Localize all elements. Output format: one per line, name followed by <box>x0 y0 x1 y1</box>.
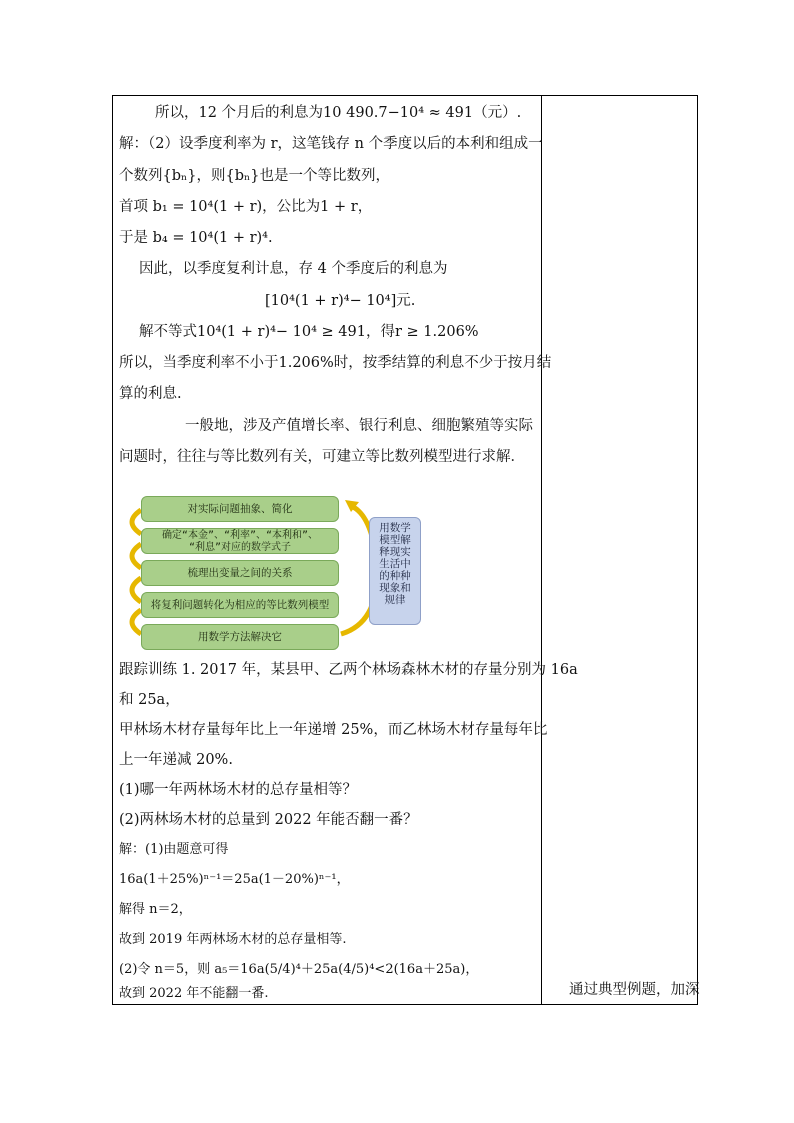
flow-step-2-line-1: 确定“本金”、“利率”、“本利和”、 <box>161 530 319 541</box>
text-line-6: 因此，以季度复利计息，存 4 个季度后的利息为 <box>139 261 448 277</box>
text-line-17: (1)哪一年两林场木材的总存量相等？ <box>119 782 358 798</box>
text-line-4: 首项 b₁ = 10⁴(1 + r)，公比为1 + r， <box>119 199 373 215</box>
text-line-8: 解不等式10⁴(1 + r)⁴− 10⁴ ≥ 491，得r ≥ 1.206% <box>139 324 479 340</box>
flow-step-3: 梳理出变量之间的关系 <box>141 560 339 586</box>
text-line-24: 故到 2022 年不能翻一番. <box>119 986 269 1001</box>
text-line-12: 问题时，往往与等比数列有关，可建立等比数列模型进行求解． <box>119 449 525 465</box>
text-line-13: 跟踪训练 1. 2017 年，某县甲、乙两个林场森林木材的存量分别为 16a <box>119 662 578 678</box>
flow-step-2 <box>141 528 339 554</box>
text-line-9: 所以，当季度利率不小于1.206%时，按季结算的利息不少于按月结 <box>119 355 552 371</box>
flow-side-note: 用数学模型解释现实生活中的种种现象和规律 <box>369 517 421 625</box>
flow-step-5: 用数学方法解决它 <box>141 624 339 650</box>
flow-step-1: 对实际问题抽象、简化 <box>141 496 339 522</box>
column-divider <box>541 96 542 1004</box>
text-line-19: 解：(1)由题意可得 <box>119 842 229 857</box>
flow-step-2-line-2: “利息”对应的数学式子 <box>188 542 292 553</box>
text-line-21: 解得 n＝2， <box>119 902 192 917</box>
text-line-14: 和 25a， <box>119 692 180 708</box>
lesson-table <box>112 95 698 1005</box>
text-line-5: 于是 b₄ = 10⁴(1 + r)⁴. <box>119 230 273 246</box>
flow-step-4: 将复利问题转化为相应的等比数列模型 <box>141 592 339 618</box>
notes-column <box>549 96 700 1004</box>
text-line-23: (2)令 n＝5，则 a₅＝16a(5/4)⁴＋25a(4/5)⁴<2(16a＋25a)， <box>119 962 479 977</box>
teaching-note: 通过典型例题，加深 <box>569 982 700 998</box>
text-line-7: [10⁴(1 + r)⁴− 10⁴]元. <box>265 293 416 309</box>
text-line-11: 一般地，涉及产值增长率、银行利息、细胞繁殖等实际 <box>185 418 533 434</box>
text-line-1: 所以，12 个月后的利息为10 490.7−10⁴ ≈ 491（元）. <box>155 105 522 121</box>
text-line-2: 解：（2）设季度利率为 r，这笔钱存 n 个季度以后的本利和组成一 <box>119 136 543 152</box>
text-line-22: 故到 2019 年两林场木材的总存量相等. <box>119 932 347 947</box>
text-line-18: (2)两林场木材的总量到 2022 年能否翻一番？ <box>119 812 418 828</box>
text-line-3: 个数列{bₙ}，则{bₙ}也是一个等比数列， <box>119 168 391 184</box>
text-line-20: 16a(1＋25%)ⁿ⁻¹＝25a(1－20%)ⁿ⁻¹， <box>119 872 350 887</box>
model-flowchart <box>119 492 429 654</box>
text-line-16: 上一年递减 20%. <box>119 752 233 768</box>
text-line-15: 甲林场木材存量每年比上一年递增 25%，而乙林场木材存量每年比 <box>119 722 548 738</box>
text-line-10: 算的利息. <box>119 386 182 402</box>
